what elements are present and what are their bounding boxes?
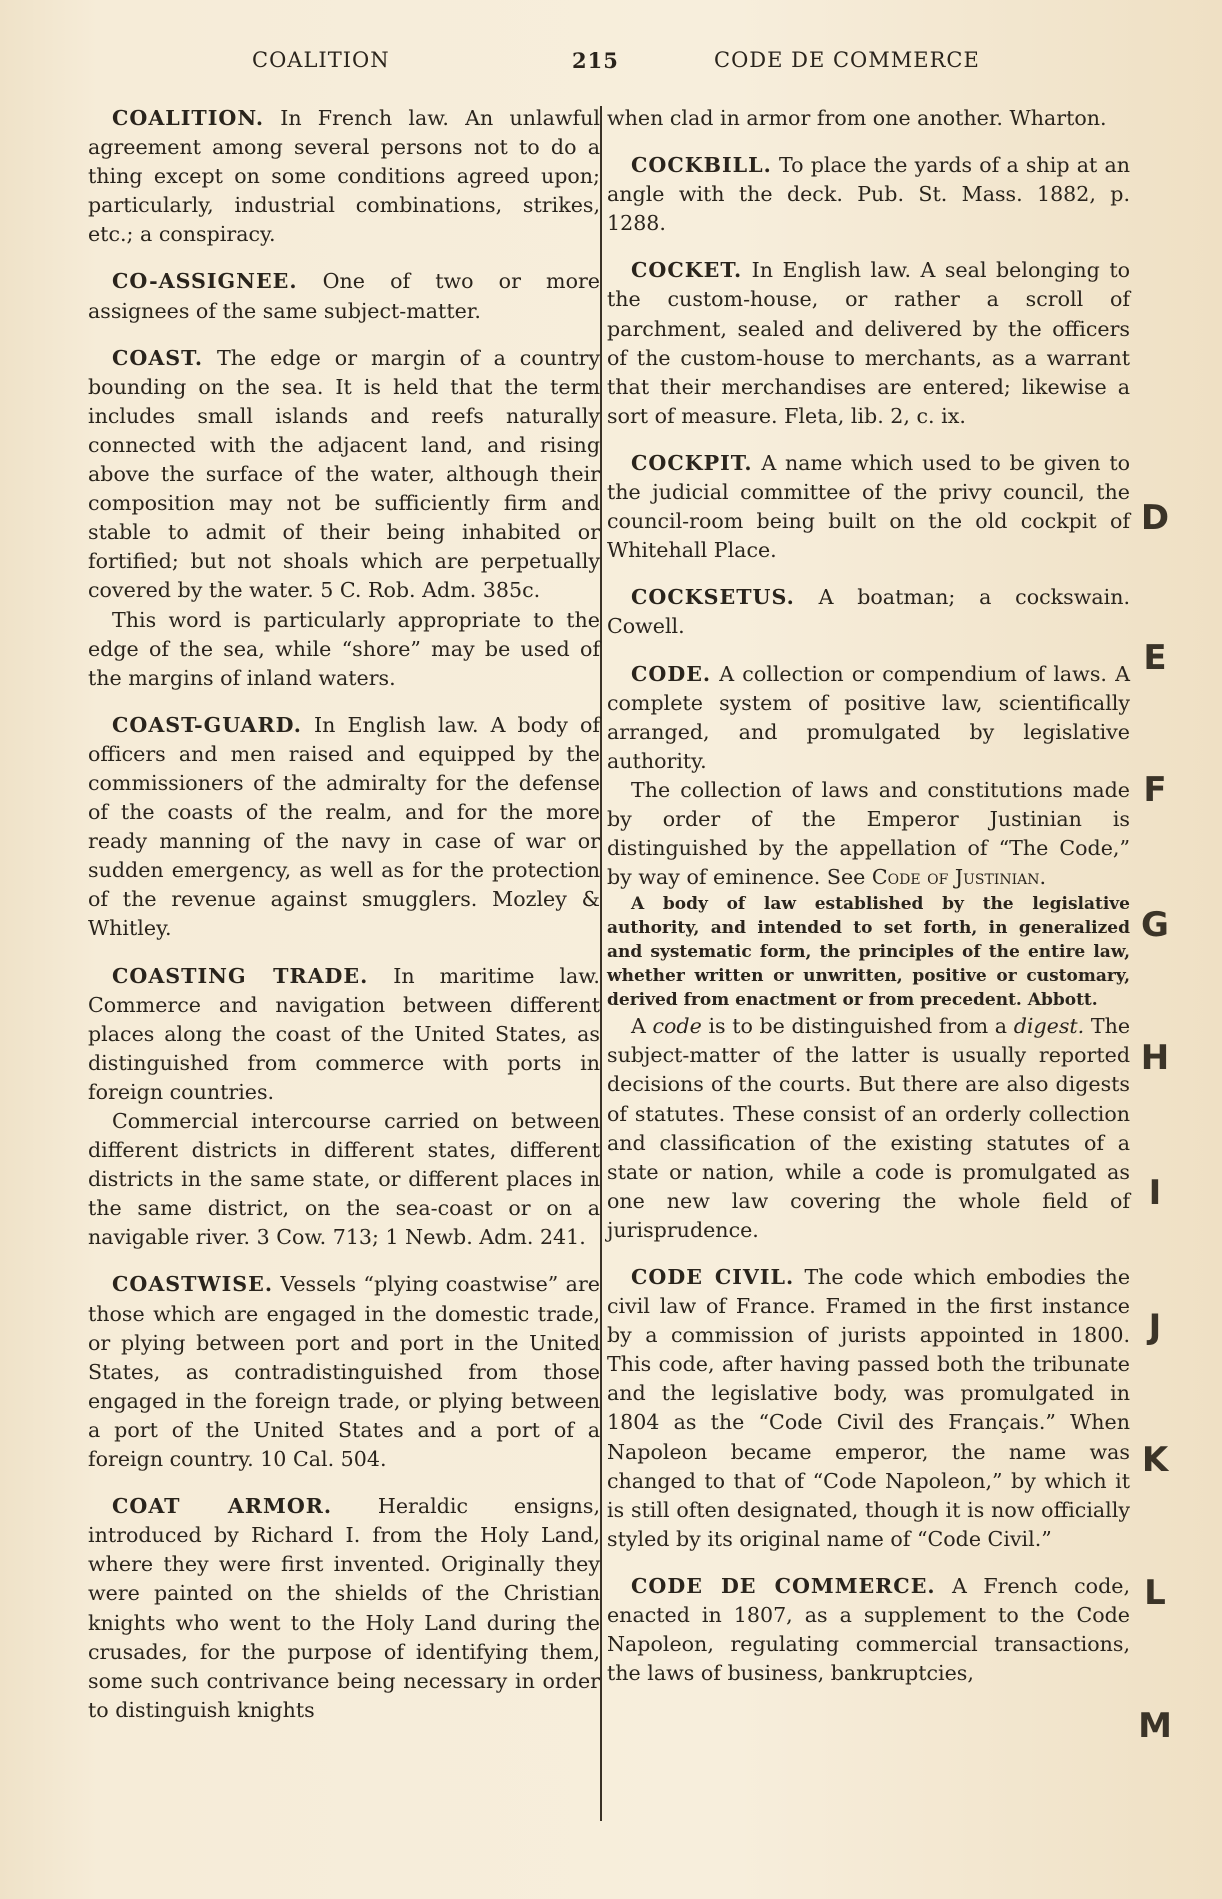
- entry-co-assignee: [88, 267, 600, 325]
- entry-coastwise: [88, 1270, 600, 1474]
- entry-definition: In English law. A seal belonging to the custom-house, or rather a scroll of parchment, sealed and delivered by the officers of the custom-house to merchants, as a warrant that their merchandises are entered; likewise a sort of measure. Fleta, lib. 2, c. ix.: [607, 258, 1130, 428]
- thumb-index-letter[interactable]: H: [1140, 1038, 1170, 1078]
- page-header: [0, 48, 1222, 78]
- entry-term: CO-ASSIGNEE.: [112, 269, 298, 294]
- entry-term: COAST-GUARD.: [112, 712, 302, 737]
- entry-coat-armor: [88, 1492, 600, 1725]
- entry-code-civil: [607, 1263, 1130, 1554]
- entry-definition: In maritime law. Commerce and navigation between different places along the coast of the United States, as distinguished from commerce with ports in foreign countries.: [88, 963, 600, 1104]
- paragraph-text: The subject-matter of the latter is usually reported decisions of the courts. But there are also digests of statutes. These consist of an orderly collection and classification of the existing statutes of a state or nation, while a code is promulgated as one new law covering the whole field of jurisprudence.: [607, 1014, 1131, 1242]
- entry-term: CODE.: [631, 661, 712, 686]
- entry-definition: A collection or compendium of laws. A complete system of positive law, scientifically arranged, and promulgated by legislative authority.: [607, 661, 1130, 773]
- entry-definition: In French law. An unlawful agreement among several persons not to do a thing except on some conditions agreed upon; particularly, industrial combinations, strikes, etc.; a conspiracy.: [88, 106, 600, 247]
- entry-code: [607, 660, 1130, 1246]
- entry-term: COAST.: [112, 345, 204, 370]
- thumb-index-letter[interactable]: L: [1144, 1573, 1166, 1613]
- left-column: [88, 104, 600, 1743]
- page-number: 215: [572, 48, 619, 73]
- cross-reference: Code of Justinian.: [871, 865, 1047, 890]
- thumb-index: [1135, 0, 1195, 1899]
- entry-definition: The edge or margin of a country bounding on the sea. It is held that the term includes small islands and reefs naturally connected with the adjacent land, and rising above the surface of the water, although their composition may not be sufficiently firm and stable to admit of their being inhabited or fortified; but not shoals which are perpetually covered by the water. 5 C. Rob. Adm. 385c.: [88, 345, 601, 603]
- entry-term: COASTWISE.: [112, 1272, 274, 1297]
- thumb-index-letter[interactable]: J: [1148, 1307, 1162, 1347]
- entry-paragraph: [607, 776, 1130, 892]
- thumb-index-letter[interactable]: E: [1143, 638, 1167, 678]
- entry-coasting-trade: [88, 962, 600, 1253]
- thumb-index-letter[interactable]: K: [1141, 1440, 1169, 1480]
- entry-paragraph: Commercial intercourse carried on between different districts in different states, different districts in the same state, or different places in the same district, on the sea-coast or on a navigable river. 3 Cow. 713; 1 Newb. Adm. 241.: [88, 1109, 600, 1250]
- entry-term: COCKSETUS.: [631, 585, 795, 610]
- entry-definition: To place the yards of a ship at an angle with the deck. Pub. St. Mass. 1882, p. 1288.: [607, 153, 1130, 236]
- column-divider: [600, 106, 602, 1821]
- entry-continuation: [607, 104, 1130, 133]
- entry-definition: Heraldic ensigns, introduced by Richard I. from the Holy Land, where they were first invented. Originally they were painted on the shields of the Christian knights who went to the Holy Land during the crusades, for the purpose of identifying them, some such contrivance being necessary in order to distinguish knights: [88, 1494, 601, 1722]
- entry-paragraph: This word is particularly appropriate to the edge of the sea, while “shore” may be used of the margins of inland waters.: [88, 607, 600, 690]
- paragraph-text: The collection of laws and constitutions made by order of the Emperor Justinian is distinguished by the appellation of “The Code,” by way of eminence. See: [607, 777, 1130, 890]
- entry-cockpit: [607, 449, 1130, 565]
- entry-cocksetus: [607, 583, 1130, 641]
- block-quote: A body of law established by the legislative authority, and intended to set forth, in generalized and systematic form, the principles of the entire law, whether written or unwritten, positive or customary, derived from enactment or from precedent. Abbott.: [607, 894, 1130, 1011]
- italic-term: digest.: [1013, 1014, 1085, 1039]
- entry-definition: A French code, enacted in 1807, as a supplement to the Code Napoleon, regulating commercial transactions, the laws of business, bankruptcies,: [607, 1573, 1130, 1686]
- entry-definition: A boatman; a cockswain. Cowell.: [607, 585, 1130, 639]
- entry-coast-guard: [88, 711, 600, 944]
- header-right-guideword: CODE DE COMMERCE: [714, 48, 980, 72]
- entry-term: CODE CIVIL.: [631, 1265, 795, 1289]
- entry-term: COALITION.: [112, 106, 264, 130]
- paragraph-text: A: [631, 1014, 646, 1039]
- entry-cockbill: [607, 151, 1130, 238]
- thumb-index-letter[interactable]: M: [1138, 1706, 1172, 1746]
- entry-definition: A name which used to be given to the judicial committee of the privy council, the council-room being built on the old cockpit of Whitehall Place.: [607, 450, 1130, 563]
- thumb-index-letter[interactable]: G: [1141, 905, 1169, 945]
- entry-term: COAT ARMOR.: [112, 1494, 333, 1519]
- thumb-index-letter[interactable]: D: [1140, 498, 1170, 538]
- entry-code-de-commerce: [607, 1572, 1130, 1688]
- right-column: [607, 104, 1130, 1706]
- italic-term: code: [652, 1014, 702, 1039]
- entry-definition: One of two or more assignees of the same subject-matter.: [88, 269, 600, 323]
- entry-term: COCKET.: [631, 258, 743, 283]
- paragraph-text: is to be distinguished from a: [708, 1014, 1008, 1039]
- thumb-index-letter[interactable]: I: [1148, 1173, 1162, 1213]
- entry-coalition: [88, 104, 600, 249]
- entry-term: COASTING TRADE.: [112, 963, 369, 988]
- entry-paragraph: [607, 1012, 1130, 1245]
- entry-definition: The code which embodies the civil law of France. Framed in the first instance by a commission of jurists appointed in 1800. This code, after having passed both the tribunate and the legislative body, was promulgated in 1804 as the “Code Civil des Français.” When Napoleon became emperor, the name was changed to that of “Code Napoleon,” by which it is still often designated, though it is now officially styled by its original name of “Code Civil.”: [607, 1265, 1131, 1551]
- entry-term: COCKPIT.: [631, 450, 753, 475]
- entry-coast: [88, 344, 600, 693]
- entry-definition: Vessels “plying coastwise” are those which are engaged in the domestic trade, or plying between port and port in the United States, as contradistinguished from those engaged in the foreign trade, or plying between a port of the United States and a port of a foreign country. 10 Cal. 504.: [88, 1272, 600, 1472]
- entry-term: CODE DE COMMERCE.: [631, 1573, 936, 1598]
- entry-term: COCKBILL.: [631, 153, 772, 178]
- entry-definition: In English law. A body of officers and men raised and equipped by the commissioners of the admiralty for the defense of the coasts of the realm, and for the more ready manning of the navy in case of war or sudden emergency, as well as for the protection of the revenue against smugglers. Mozley & Whitley.: [88, 712, 600, 941]
- entry-cocket: [607, 256, 1130, 431]
- thumb-index-letter[interactable]: F: [1143, 770, 1167, 810]
- header-left-guideword: COALITION: [252, 48, 390, 72]
- continuation-text: when clad in armor from one another. Wharton.: [607, 106, 1107, 130]
